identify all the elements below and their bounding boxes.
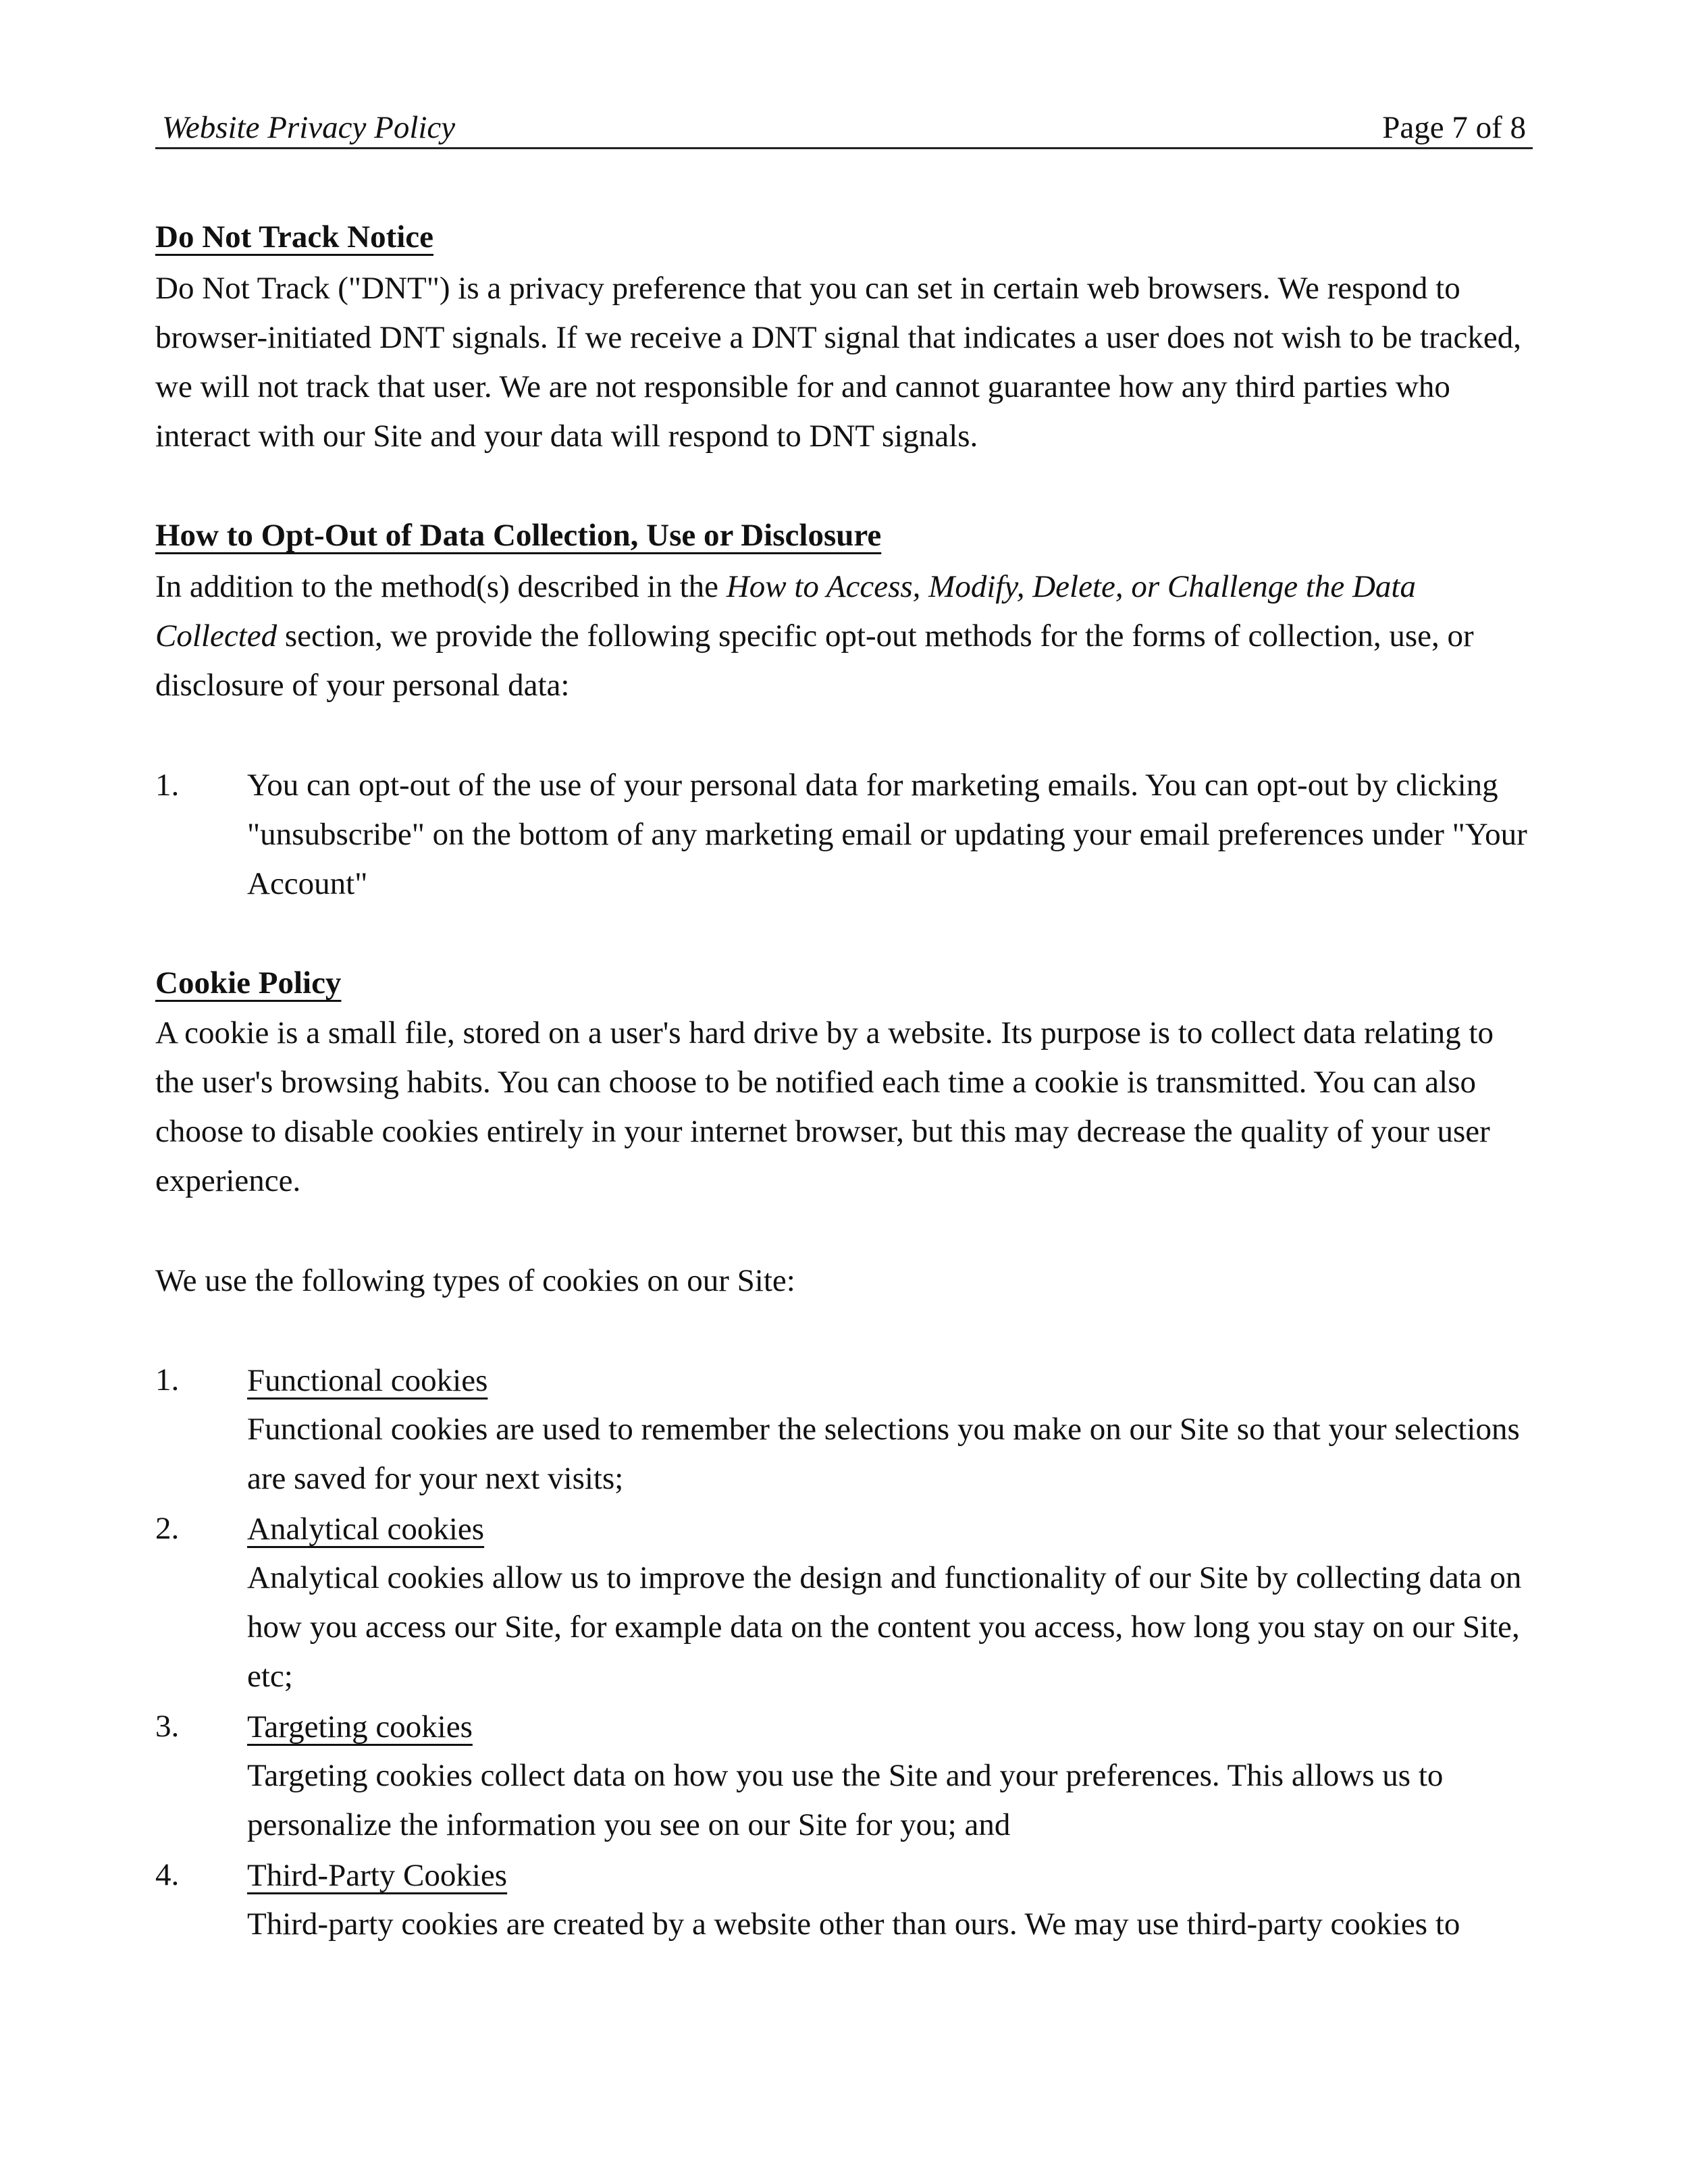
optout-intro-end: section, we provide the following specific opt-out methods for the forms of collection, use, or disclosure of your personal data: (155, 618, 1474, 703)
cookie-type-title: Targeting cookies (247, 1709, 473, 1744)
optout-intro-start: In addition to the method(s) described in the (155, 569, 727, 604)
page-number: Page 7 of 8 (1382, 110, 1526, 145)
document-title: Website Privacy Policy (162, 110, 456, 145)
cookie-type-number: 4. (155, 1857, 180, 1892)
cookie-paragraph: A cookie is a small file, stored on a user's hard drive by a website. Its purpose is to collect data relating to the user's browsing habits. You can choose to be notified each time a cookie is transmitted. You can also choose to disable cookies entirely in your internet browser, but this may decrease the quality of your user experience. (155, 1015, 1494, 1198)
cookie-type-title: Analytical cookies (247, 1512, 485, 1547)
cookie-type-title: Third-Party Cookies (247, 1858, 508, 1893)
dnt-heading: Do Not Track Notice (155, 219, 434, 255)
cookie-type-number: 3. (155, 1709, 180, 1744)
cookie-heading: Cookie Policy (155, 965, 342, 1001)
optout-item-number: 1. (155, 768, 180, 803)
optout-intro-section-ref: How to Access, Modify, Delete, or Challenge the Data Collected (155, 569, 1416, 654)
cookie-type-number: 2. (155, 1511, 180, 1546)
cookie-type-number: 1. (155, 1362, 180, 1397)
dnt-paragraph: Do Not Track ("DNT") is a privacy preference that you can set in certain web browsers. We respond to browser-initiated DNT signals. If we receive a DNT signal that indicates a user does not wish to be tracked, we will not track that user. We are not responsible for and cannot guarantee how any third parties who interact with our Site and your data will respond to DNT signals. (155, 271, 1521, 454)
running-header (155, 108, 1533, 149)
optout-heading: How to Opt-Out of Data Collection, Use or Disclosure (155, 518, 882, 553)
cookie-type-description: Third-party cookies are created by a website other than ours. We may use third-party cookies to (247, 1907, 1460, 1942)
cookie-type-description: Targeting cookies collect data on how you use the Site and your preferences. This allows us to personalize the information you see on our Site for you; and (247, 1758, 1444, 1842)
cookie-type-title: Functional cookies (247, 1363, 488, 1398)
optout-item-text: You can opt-out of the use of your personal data for marketing emails. You can opt-out by clicking "unsubscribe" on the bottom of any marketing email or updating your email preferences under "Your Account" (247, 768, 1527, 901)
optout-intro (155, 562, 1536, 710)
cookie-types-intro: We use the following types of cookies on our Site: (155, 1263, 795, 1298)
cookie-type-description: Analytical cookies allow us to improve the design and functionality of our Site by collecting data on how you access our Site, for example data on the content you access, how long you stay on our Site, etc; (247, 1560, 1522, 1694)
cookie-type-description: Functional cookies are used to remember the selections you make on our Site so that your selections are saved for your next visits; (247, 1412, 1520, 1496)
